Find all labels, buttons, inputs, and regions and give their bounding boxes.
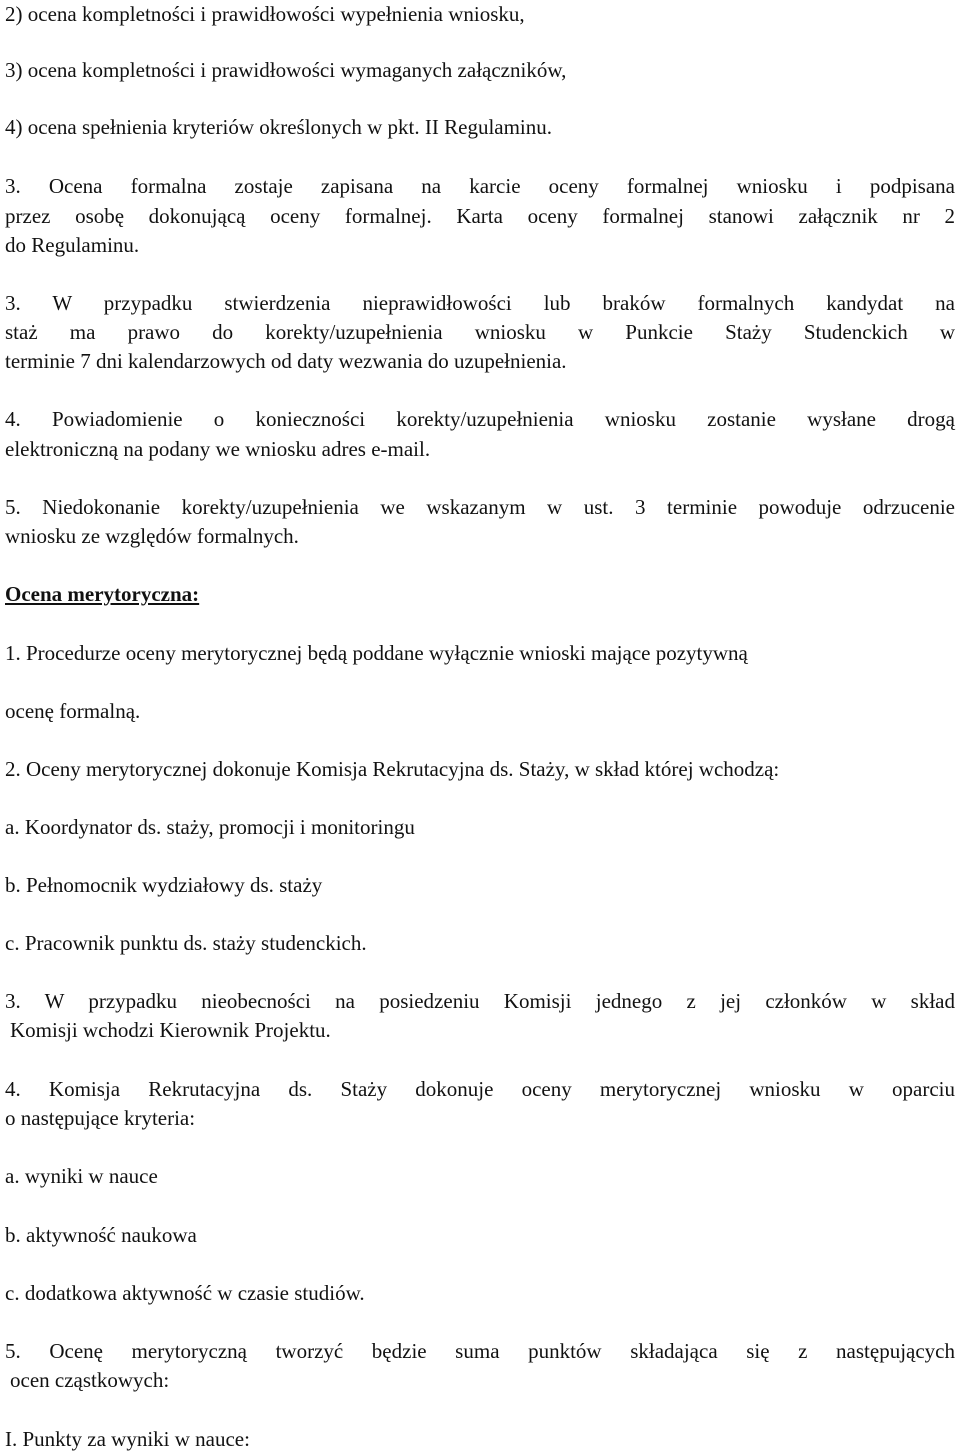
merit-point-4-line-1: 4. Komisja Rekrutacyjna ds. Staży dokonuje oceny merytorycznej wniosku w oparciu: [5, 1077, 955, 1101]
formal-point-5-line-2: wniosku ze względów formalnych.: [5, 524, 299, 548]
merit-point-5-line-2: ocen cząstkowych:: [10, 1368, 170, 1392]
committee-member-a: a. Koordynator ds. staży, promocji i monitoringu: [5, 815, 415, 839]
formal-point-3b-line-1: 3. W przypadku stwierdzenia nieprawidłowości lub braków formalnych kandydat na: [5, 291, 955, 315]
formal-point-4-line-1: 4. Powiadomienie o konieczności korekty/uzupełnienia wniosku zostanie wysłane drogą: [5, 407, 955, 431]
merit-point-5-line-1: 5. Ocenę merytoryczną tworzyć będzie suma punktów składająca się z następujących: [5, 1339, 955, 1363]
section-i-heading: I. Punkty za wyniki w nauce:: [5, 1427, 250, 1451]
formal-point-3-line-1: 3. Ocena formalna zostaje zapisana na karcie oceny formalnej wniosku i podpisana: [5, 174, 955, 198]
merit-point-1-line-1: 1. Procedurze oceny merytorycznej będą poddane wyłącznie wnioski mające pozytywną: [5, 641, 748, 665]
committee-member-c: c. Pracownik punktu ds. staży studenckich.: [5, 931, 367, 955]
merit-point-4-line-2: o następujące kryteria:: [5, 1106, 196, 1130]
formal-point-3b-line-2: staż ma prawo do korekty/uzupełnienia wniosku w Punkcie Staży Studenckich w: [5, 320, 955, 344]
formal-item-4: 4) ocena spełnienia kryteriów określonych w pkt. II Regulaminu.: [5, 115, 553, 139]
criterion-a: a. wyniki w nauce: [5, 1164, 158, 1188]
formal-point-3b-line-3: terminie 7 dni kalendarzowych od daty wezwania do uzupełnienia.: [5, 349, 567, 373]
formal-point-4-line-2: elektroniczną na podany we wniosku adres e-mail.: [5, 437, 431, 461]
formal-item-2: 2) ocena kompletności i prawidłowości wypełnienia wniosku,: [5, 2, 525, 26]
formal-item-3: 3) ocena kompletności i prawidłowości wymaganych załączników,: [5, 58, 567, 82]
merit-point-2: 2. Oceny merytorycznej dokonuje Komisja Rekrutacyjna ds. Staży, w skład której wchodzą:: [5, 757, 780, 781]
criterion-c: c. dodatkowa aktywność w czasie studiów.: [5, 1281, 365, 1305]
formal-point-3-line-2: przez osobę dokonującą oceny formalnej. Karta oceny formalnej stanowi załącznik nr 2: [5, 204, 955, 228]
formal-point-3-line-3: do Regulaminu.: [5, 233, 140, 257]
criterion-b: b. aktywność naukowa: [5, 1223, 197, 1247]
merit-point-3-line-2: Komisji wchodzi Kierownik Projektu.: [10, 1018, 331, 1042]
merit-heading: Ocena merytoryczna:: [5, 582, 200, 606]
committee-member-b: b. Pełnomocnik wydziałowy ds. staży: [5, 873, 323, 897]
merit-point-1-line-2: ocenę formalną.: [5, 699, 141, 723]
merit-point-3-line-1: 3. W przypadku nieobecności na posiedzeniu Komisji jednego z jej członków w skład: [5, 989, 955, 1013]
formal-point-5-line-1: 5. Niedokonanie korekty/uzupełnienia we wskazanym w ust. 3 terminie powoduje odrzucenie: [5, 495, 955, 519]
